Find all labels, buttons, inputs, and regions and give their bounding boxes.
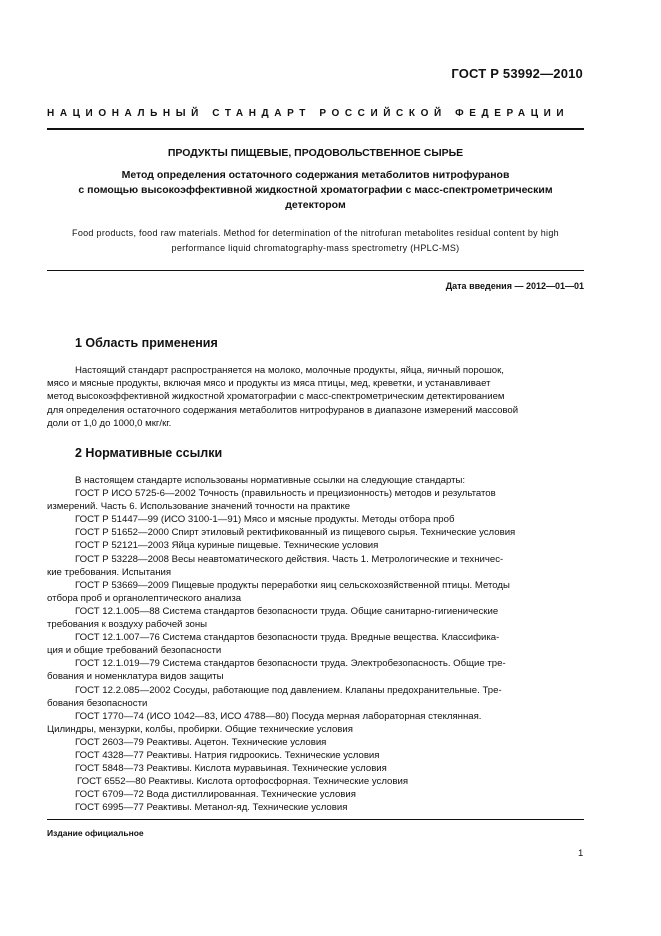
reference-line: ГОСТ 4328—77 Реактивы. Натрия гидроокись. Технические условия: [75, 749, 380, 761]
reference-line: ГОСТ Р 51447—99 (ИСО 3100-1—91) Мясо и мясные продукты. Методы отбора проб: [75, 514, 455, 526]
paragraph-line: мясо и мясные продукты, включая мясо и продукты из мяса птицы, мед, креветки, и устанавливает: [47, 378, 491, 390]
reference-line: ГОСТ Р 52121—2003 Яйца куриные пищевые. Технические условия: [75, 540, 379, 552]
gost-number: ГОСТ Р 53992—2010: [451, 66, 583, 81]
intro-date: Дата введения — 2012—01—01: [445, 281, 584, 291]
reference-line: ГОСТ 6995—77 Реактивы. Метанол-яд. Технические условия: [75, 802, 348, 814]
reference-line: ГОСТ 1770—74 (ИСО 1042—83, ИСО 4788—80) Посуда мерная лабораторная стеклянная.: [75, 710, 482, 722]
paragraph-line: Настоящий стандарт распространяется на молоко, молочные продукты, яйца, яичный порошок,: [75, 365, 504, 376]
page-number: 1: [578, 848, 584, 859]
subtitle-line: Метод определения остаточного содержания метаболитов нитрофуранов: [121, 169, 510, 181]
reference-line: ция и общие требований безопасности: [47, 645, 222, 657]
document-title: ПРОДУКТЫ ПИЩЕВЫЕ, ПРОДОВОЛЬСТВЕННОЕ СЫРЬЕ: [167, 147, 464, 159]
english-title: [47, 226, 584, 256]
subtitle-line: с помощью высокоэффективной жидкостной хроматографии с масс-спектрометрическим: [78, 184, 553, 196]
subtitle-line: детектором: [285, 199, 346, 211]
reference-line: ГОСТ 12.1.007—76 Система стандартов безопасности труда. Вредные вещества. Классифика-: [75, 632, 500, 644]
title-divider: [47, 270, 584, 271]
reference-line: Цилиндры, мензурки, колбы, пробирки. Общие технические условия: [47, 723, 353, 735]
reference-line: ГОСТ 12.1.019—79 Система стандартов безопасности труда. Электробезопасность. Общие тре-: [75, 658, 506, 670]
normative-references-list: [47, 474, 584, 814]
reference-line: ГОСТ 5848—73 Реактивы. Кислота муравьиная. Технические условия: [75, 763, 387, 775]
footer-divider: [47, 819, 584, 820]
reference-line: ГОСТ 12.1.005—88 Система стандартов безопасности труда. Общие санитарно-гигиенические: [75, 605, 499, 617]
national-standard-banner: НАЦИОНАЛЬНЫЙ СТАНДАРТ РОССИЙСКОЙ ФЕДЕРАЦИИ: [47, 108, 570, 119]
document-subtitle: [47, 168, 584, 213]
reference-line: бования безопасности: [47, 697, 148, 709]
reference-line: требования к воздуху рабочей зоны: [47, 619, 208, 631]
header-divider: [47, 128, 584, 130]
section-2-heading: 2 Нормативные ссылки: [75, 446, 223, 460]
reference-line: кие требования. Испытания: [47, 566, 172, 578]
reference-line: ГОСТ Р ИСО 5725-6—2002 Точность (правильность и прецизионность) методов и результатов: [75, 488, 496, 500]
reference-line: ГОСТ Р 51652—2000 Спирт этиловый ректификованный из пищевого сырья. Технические условия: [75, 527, 516, 539]
official-edition-label: Издание официальное: [47, 828, 144, 838]
section-1-heading: 1 Область применения: [75, 336, 218, 350]
reference-line: отбора проб и органолептического анализа: [47, 592, 242, 604]
paragraph-line: метод высокоэффективной жидкостной хроматографии с масс-спектрометрическим детектированием: [47, 391, 505, 403]
section-1-text: [47, 364, 584, 430]
reference-line: измерений. Часть 6. Использование значений точности на практике: [47, 501, 351, 513]
paragraph-line: для определения остаточного содержания метаболитов нитрофуранов в диапазоне измерений массовой: [47, 404, 519, 416]
paragraph-line: доли от 1,0 до 1000,0 мкг/кг.: [47, 417, 172, 429]
english-title-line: performance liquid chromatography-mass spectrometry (HPLC-MS): [171, 243, 460, 253]
reference-line: ГОСТ 12.2.085—2002 Сосуды, работающие под давлением. Клапаны предохранительные. Тре-: [75, 684, 502, 696]
reference-line: ГОСТ 6552—80 Реактивы. Кислота ортофосфорная. Технические условия: [77, 776, 409, 788]
reference-line: ГОСТ 6709—72 Вода дистиллированная. Технические условия: [75, 789, 356, 801]
reference-line: бования и номенклатура видов защиты: [47, 671, 224, 683]
english-title-line: Food products, food raw materials. Method for determination of the nitrofuran metabolites residual content by high: [72, 228, 559, 238]
reference-line: ГОСТ Р 53669—2009 Пищевые продукты переработки яиц сельскохозяйственной птицы. Методы: [75, 579, 510, 591]
reference-line: В настоящем стандарте использованы нормативные ссылки на следующие стандарты:: [75, 475, 466, 486]
reference-line: ГОСТ 2603—79 Реактивы. Ацетон. Технические условия: [75, 736, 327, 748]
reference-line: ГОСТ Р 53228—2008 Весы неавтоматического действия. Часть 1. Метрологические и техничес-: [75, 553, 504, 565]
